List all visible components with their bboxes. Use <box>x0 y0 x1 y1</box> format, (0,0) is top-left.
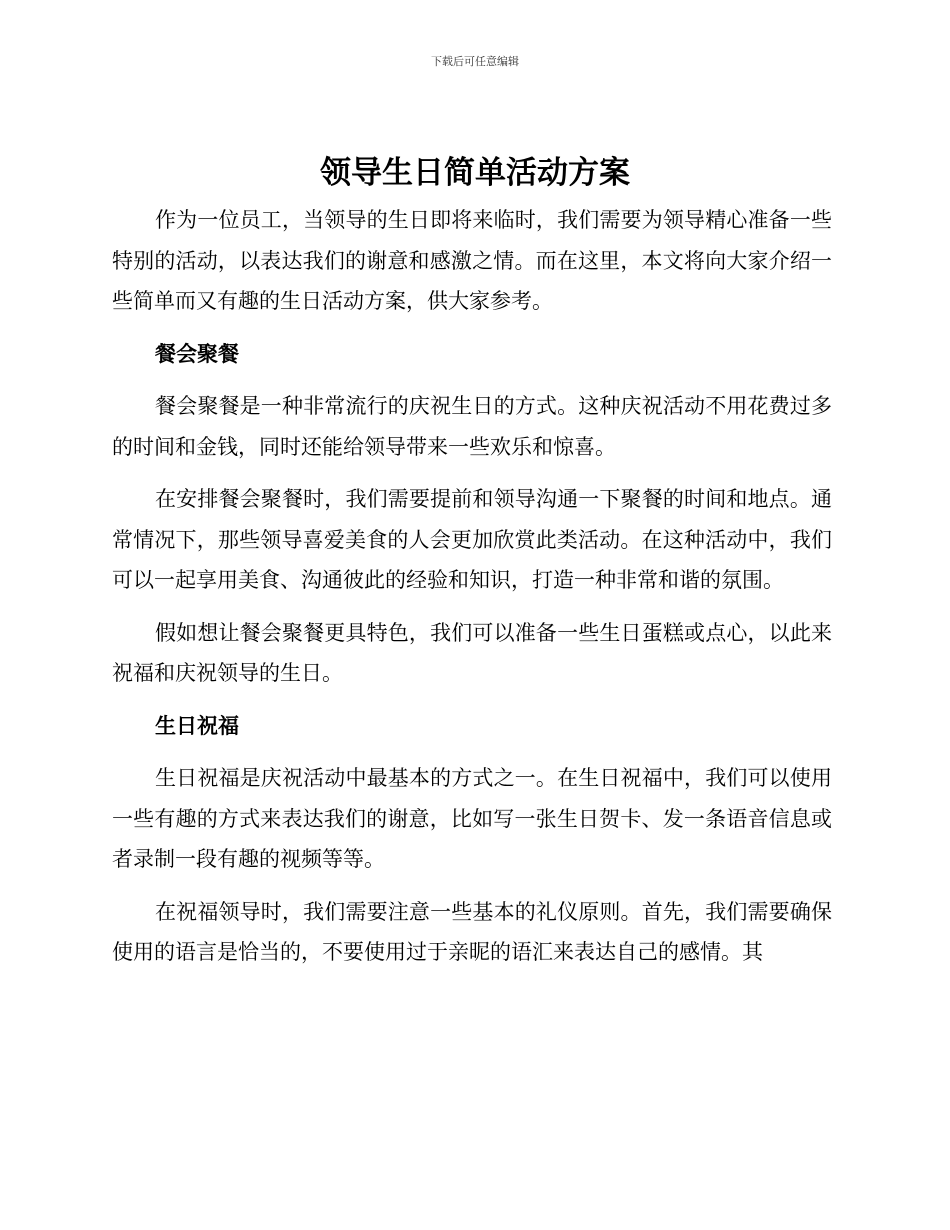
dinner-paragraph-3: 假如想让餐会聚餐更具特色，我们可以准备一些生日蛋糕或点心，以此来祝福和庆祝领导的生日。 <box>112 620 832 685</box>
page-header-note: 下载后可任意编辑 <box>431 55 519 68</box>
wishes-paragraph-2: 在祝福领导时，我们需要注意一些基本的礼仪原则。首先，我们需要确保使用的语言是恰当的，不要使用过于亲昵的语汇来表达自己的感情。其 <box>112 899 832 964</box>
wishes-paragraph-1: 生日祝福是庆祝活动中最基本的方式之一。在生日祝福中，我们可以使用一些有趣的方式来表达我们的谢意，比如写一张生日贺卡、发一条语音信息或者录制一段有趣的视频等等。 <box>112 766 832 871</box>
document-title: 领导生日简单活动方案 <box>320 155 630 191</box>
dinner-paragraph-1: 餐会聚餐是一种非常流行的庆祝生日的方式。这种庆祝活动不用花费过多的时间和金钱，同时还能给领导带来一些欢乐和惊喜。 <box>112 394 832 459</box>
section-heading-wishes: 生日祝福 <box>155 713 239 738</box>
section-heading-dinner: 餐会聚餐 <box>155 341 239 366</box>
intro-paragraph: 作为一位员工，当领导的生日即将来临时，我们需要为领导精心准备一些特别的活动，以表达我们的谢意和感激之情。而在这里，本文将向大家介绍一些简单而又有趣的生日活动方案，供大家参考。 <box>112 208 832 313</box>
document-body <box>112 200 832 985</box>
dinner-paragraph-2: 在安排餐会聚餐时，我们需要提前和领导沟通一下聚餐的时间和地点。通常情况下，那些领导喜爱美食的人会更加欣赏此类活动。在这种活动中，我们可以一起享用美食、沟通彼此的经验和知识，打造一种非常和谐的氛围。 <box>112 487 832 592</box>
